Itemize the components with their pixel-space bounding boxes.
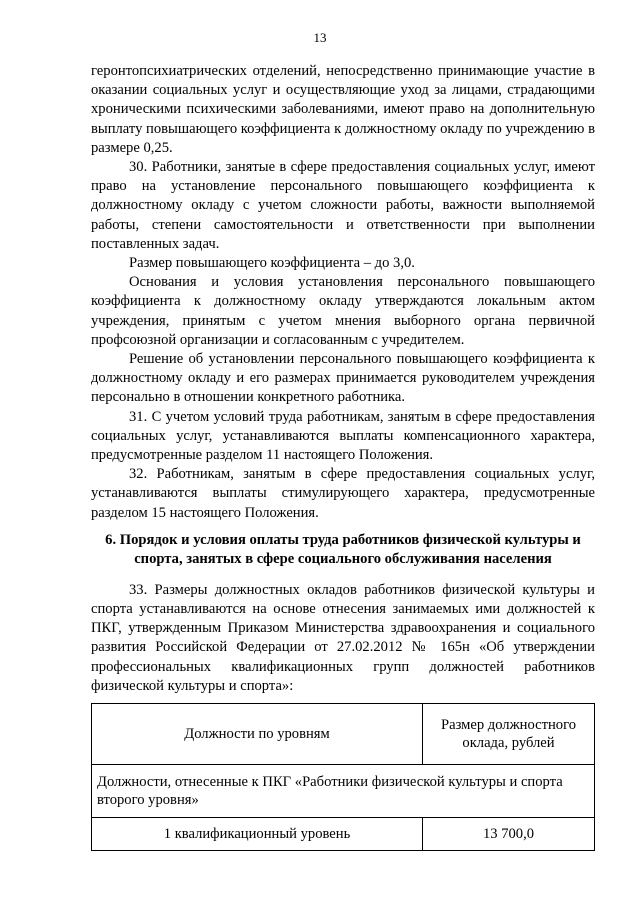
document-body [91, 62, 595, 851]
table-group-title: Должности, отнесенные к ПКГ «Работники физической культуры и спорта второго уровня» [92, 765, 595, 818]
paragraph-coefficient-size: Размер повышающего коэффициента – до 3,0. [129, 255, 415, 272]
paragraph-30: 30. Работники, занятые в сфере предоставления социальных услуг, имеют право на установление персонального повышающего коэффициента к должностному окладу с учетом сложности работы, важности выполняемой работы, степени самостоятельности и ответственности при выполнении поставленных задач. [91, 159, 595, 252]
salary-table [91, 703, 595, 851]
page-number: 13 [313, 30, 327, 45]
table-cell-level: 1 квалификационный уровень [92, 818, 423, 851]
table-group-row [92, 765, 595, 818]
paragraph-decision: Решение об установлении персонального повышающего коэффициента к должностному окладу и его размерах принимается руководителем учреждения персонально в отношении конкретного работника. [91, 351, 595, 406]
paragraph-31: 31. С учетом условий труда работникам, занятым в сфере предоставления социальных услуг, устанавливаются выплаты компенсационного характера, предусмотренные разделом 11 настоящего Положения. [91, 408, 595, 464]
table-header-salary: Размер должностного оклада, рублей [423, 704, 595, 765]
paragraph-grounds: Основания и условия установления персонального повышающего коэффициента к должностному окладу утверждаются локальным актом учреждения, принятым с учетом мнения выборного органа первичной профсоюзной организации и согласованным с учредителем. [91, 274, 595, 348]
table-header-positions: Должности по уровням [92, 704, 423, 765]
paragraph-continuation: геронтопсихиатрических отделений, непосредственно принимающие участие в оказании социальных услуг и осуществляющие уход за лицами, страдающими хроническими психическими заболеваниями, имеют право на дополнительную выплату повышающего коэффициента к должностному окладу по учреждению в размере 0,25. [91, 63, 595, 156]
paragraph-33: 33. Размеры должностных окладов работников физической культуры и спорта устанавливаются на основе отнесения занимаемых ими должностей к ПКГ, утвержденным Приказом Министерства здравоохранения и социального развития Российской Федерации от 27.02.2012 № 165н «Об утверждении профессиональных квалификационных групп должностей работников физической культуры и спорта»: [91, 581, 595, 694]
table-header-row [92, 704, 595, 765]
paragraph-32: 32. Работникам, занятым в сфере предоставления социальных услуг, устанавливаются выплаты стимулирующего характера, предусмотренные разделом 15 настоящего Положения. [91, 466, 595, 521]
section-heading: 6. Порядок и условия оплаты труда работников физической культуры и спорта, занятых в сфере социального обслуживания населения [105, 531, 581, 567]
table-row [92, 818, 595, 851]
table-cell-salary: 13 700,0 [423, 818, 595, 851]
